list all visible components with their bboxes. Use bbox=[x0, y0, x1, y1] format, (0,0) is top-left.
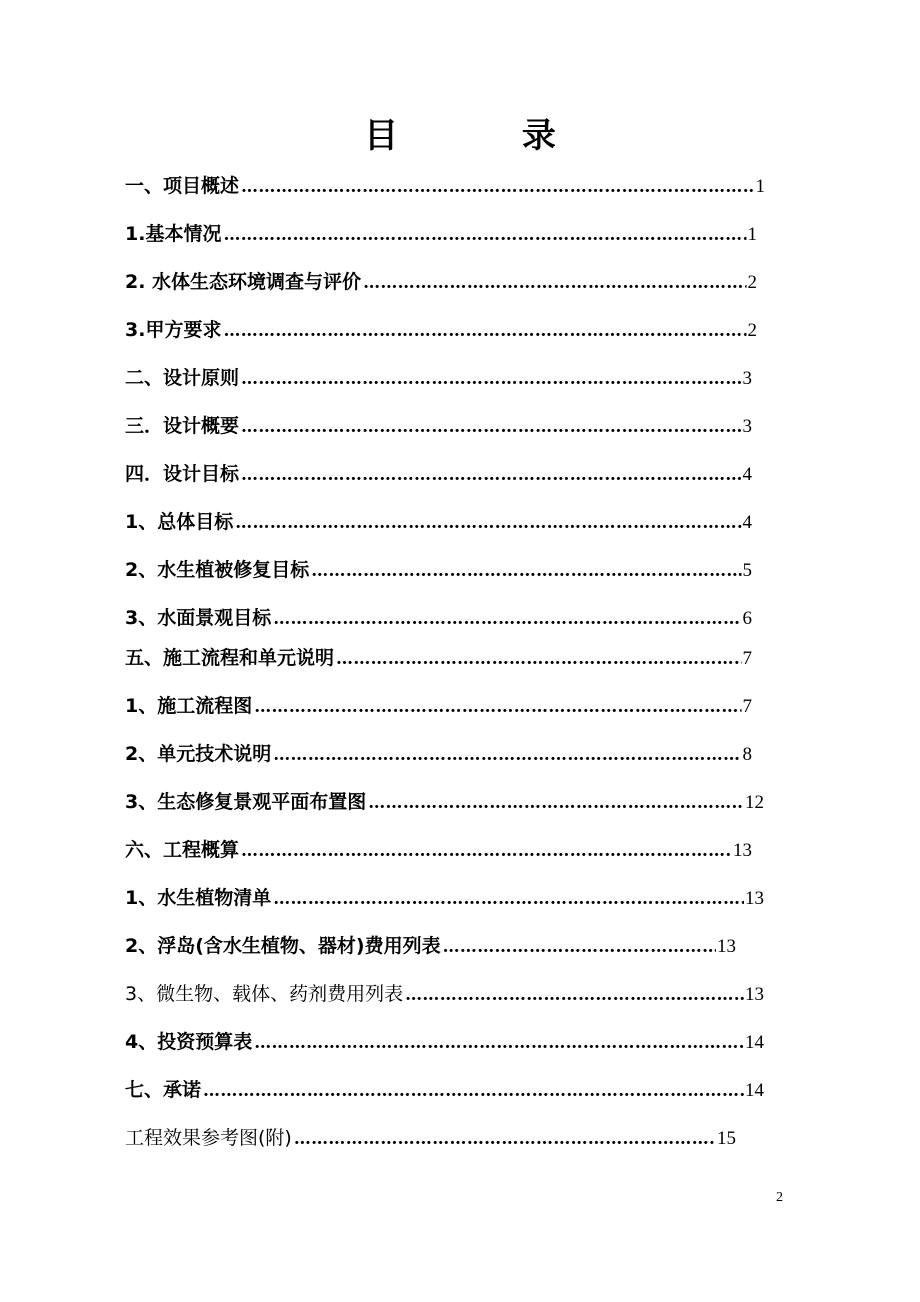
toc-entry-label: 3.甲方要求 bbox=[125, 319, 222, 341]
toc-dot-leader bbox=[241, 174, 754, 200]
toc-entry[interactable] bbox=[125, 834, 752, 864]
page-number: 2 bbox=[776, 1190, 783, 1205]
toc-entry[interactable] bbox=[125, 458, 752, 488]
toc-dot-leader bbox=[254, 1030, 744, 1056]
toc-dot-leader bbox=[405, 982, 744, 1008]
toc-entry-label: 3、生态修复景观平面布置图 bbox=[125, 791, 367, 813]
page-title: 目 录 bbox=[364, 116, 612, 156]
toc-entry-label: 3、微生物、载体、药剂费用列表 bbox=[125, 983, 404, 1005]
toc-dot-leader bbox=[336, 646, 741, 672]
toc-entry-label: 1、施工流程图 bbox=[125, 695, 253, 717]
toc-entry[interactable] bbox=[125, 170, 765, 200]
toc-dot-leader bbox=[273, 606, 741, 632]
toc-entry-label: 三．设计概要 bbox=[125, 415, 240, 437]
toc-entry-page: 7 bbox=[742, 696, 752, 717]
toc-dot-leader bbox=[273, 886, 744, 912]
toc-entry-label: 1、水生植物清单 bbox=[125, 887, 272, 909]
toc-entry-label: 2、单元技术说明 bbox=[125, 743, 272, 765]
toc-entry[interactable] bbox=[125, 978, 764, 1008]
toc-entry-page: 7 bbox=[742, 648, 752, 669]
toc-entry[interactable] bbox=[125, 690, 752, 720]
toc-dot-leader bbox=[241, 462, 741, 488]
toc-entry-page: 6 bbox=[742, 608, 752, 629]
toc-entry-label: 工程效果参考图(附) bbox=[125, 1127, 292, 1149]
toc-entry[interactable] bbox=[125, 410, 752, 440]
toc-entry-page: 14 bbox=[745, 1032, 764, 1053]
toc-entry[interactable] bbox=[125, 642, 752, 672]
toc-entry[interactable] bbox=[125, 218, 757, 248]
toc-entry-label: 1.基本情况 bbox=[125, 223, 222, 245]
toc-entry-page: 8 bbox=[742, 744, 752, 765]
toc-entry-page: 1 bbox=[747, 224, 757, 245]
toc-entry-label: 七、承诺 bbox=[125, 1079, 202, 1101]
toc-dot-leader bbox=[294, 1126, 716, 1152]
toc-dot-leader bbox=[368, 790, 744, 816]
toc-entry-page: 12 bbox=[745, 792, 764, 813]
toc-entry-page: 13 bbox=[745, 984, 764, 1005]
toc-entry[interactable] bbox=[125, 882, 764, 912]
toc-entry-label: 一、项目概述 bbox=[125, 175, 240, 197]
toc-entry-label: 2、水生植被修复目标 bbox=[125, 559, 310, 581]
toc-entry[interactable] bbox=[125, 554, 752, 584]
toc-entry-page: 15 bbox=[717, 1128, 736, 1149]
toc-entry-page: 3 bbox=[742, 368, 752, 389]
toc-entry-label: 2、浮岛(含水生植物、器材)费用列表 bbox=[125, 935, 441, 957]
toc-dot-leader bbox=[235, 510, 741, 536]
toc-dot-leader bbox=[241, 838, 732, 864]
toc-dot-leader bbox=[223, 318, 746, 344]
toc-entry[interactable] bbox=[125, 1026, 764, 1056]
toc-dot-leader bbox=[254, 694, 741, 720]
toc-entry-page: 4 bbox=[742, 512, 752, 533]
toc-entry-label: 2. 水体生态环境调查与评价 bbox=[125, 271, 362, 293]
toc-entry-label: 五、施工流程和单元说明 bbox=[125, 647, 335, 669]
toc-dot-leader bbox=[223, 222, 746, 248]
toc-entry[interactable] bbox=[125, 266, 757, 296]
toc-entry-page: 14 bbox=[745, 1080, 764, 1101]
toc-entry[interactable] bbox=[125, 314, 757, 344]
toc-entry-page: 2 bbox=[747, 320, 757, 341]
toc-dot-leader bbox=[443, 934, 716, 960]
toc-entry-label: 3、水面景观目标 bbox=[125, 607, 272, 629]
toc-entry-label: 六、工程概算 bbox=[125, 839, 240, 861]
toc-entry-page: 3 bbox=[742, 416, 752, 437]
toc-entry[interactable] bbox=[125, 786, 764, 816]
toc-dot-leader bbox=[273, 742, 741, 768]
toc-entry-page: 13 bbox=[745, 888, 764, 909]
toc-dot-leader bbox=[311, 558, 741, 584]
toc-dot-leader bbox=[363, 270, 746, 296]
toc-entry-page: 4 bbox=[742, 464, 752, 485]
toc-entry[interactable] bbox=[125, 930, 736, 960]
toc-dot-leader bbox=[241, 366, 741, 392]
toc-entry[interactable] bbox=[125, 738, 752, 768]
toc-dot-leader bbox=[241, 414, 741, 440]
toc-entry-page: 2 bbox=[747, 272, 757, 293]
toc-entry-label: 二、设计原则 bbox=[125, 367, 240, 389]
toc-entry-page: 1 bbox=[755, 176, 765, 197]
toc-entry[interactable] bbox=[125, 506, 752, 536]
toc-entry-page: 13 bbox=[717, 936, 736, 957]
toc-entry[interactable] bbox=[125, 1074, 764, 1104]
toc-entry-page: 5 bbox=[742, 560, 752, 581]
toc-entry[interactable] bbox=[125, 1122, 736, 1152]
toc-entry-label: 四．设计目标 bbox=[125, 463, 240, 485]
toc-entry-label: 4、投资预算表 bbox=[125, 1031, 253, 1053]
toc-entry[interactable] bbox=[125, 602, 752, 632]
toc-entry-page: 13 bbox=[733, 840, 752, 861]
toc-entry-label: 1、总体目标 bbox=[125, 511, 234, 533]
toc-dot-leader bbox=[203, 1078, 744, 1104]
toc-entry[interactable] bbox=[125, 362, 752, 392]
